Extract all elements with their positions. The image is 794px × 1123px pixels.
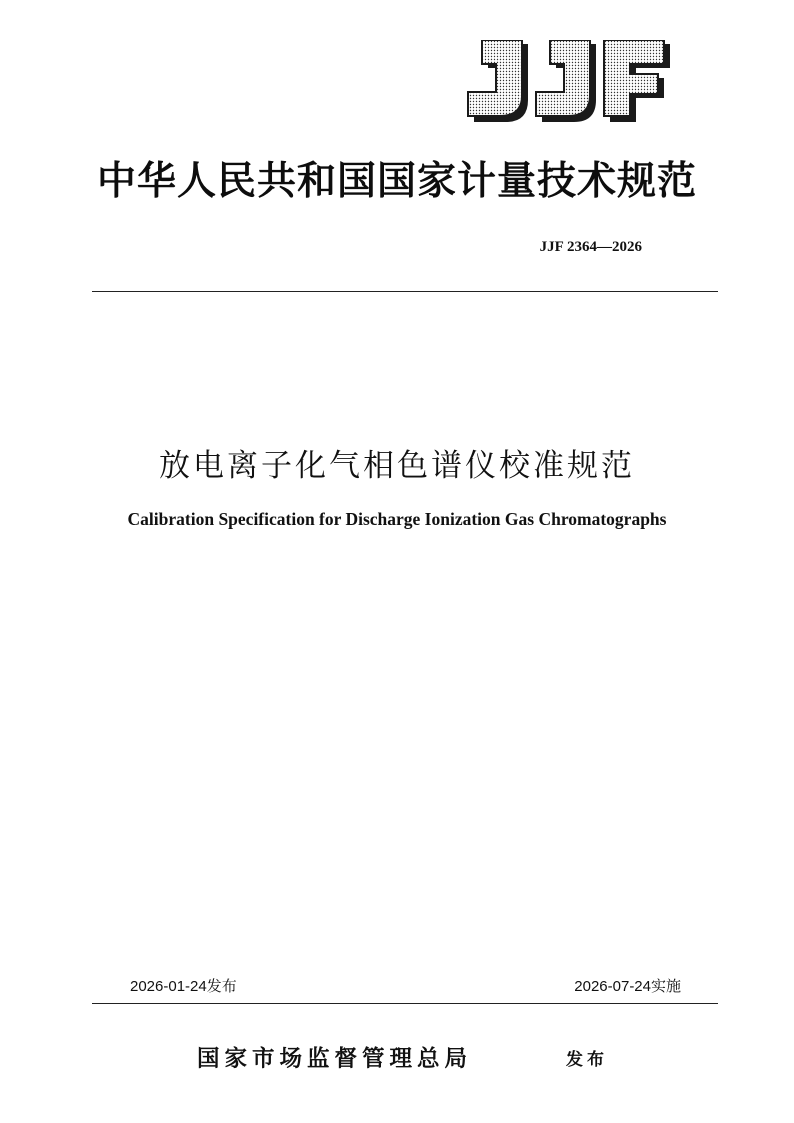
issuing-authority-suffix: 发布 (566, 1050, 608, 1070)
jjf-logo (466, 40, 672, 126)
document-title-chinese: 放电离子化气相色谱仪校准规范 (159, 448, 635, 484)
logo-letter-j2 (536, 40, 596, 122)
bottom-divider (92, 1003, 718, 1004)
issuing-authority: 国家市场监督管理总局 (197, 1046, 473, 1072)
logo-letter-j1 (468, 40, 528, 122)
jjf-logo-graphic (466, 40, 672, 126)
standard-code: JJF 2364—2026 (539, 239, 642, 255)
publish-date: 2026-01-24发布 (130, 978, 237, 995)
top-divider (92, 291, 718, 292)
document-title-english: Calibration Specification for Discharge Ionization Gas Chromatographs (127, 509, 667, 529)
standard-category-title: 中华人民共和国国家计量技术规范 (96, 159, 697, 204)
effective-date: 2026-07-24实施 (574, 978, 681, 995)
logo-letter-f (604, 40, 670, 122)
